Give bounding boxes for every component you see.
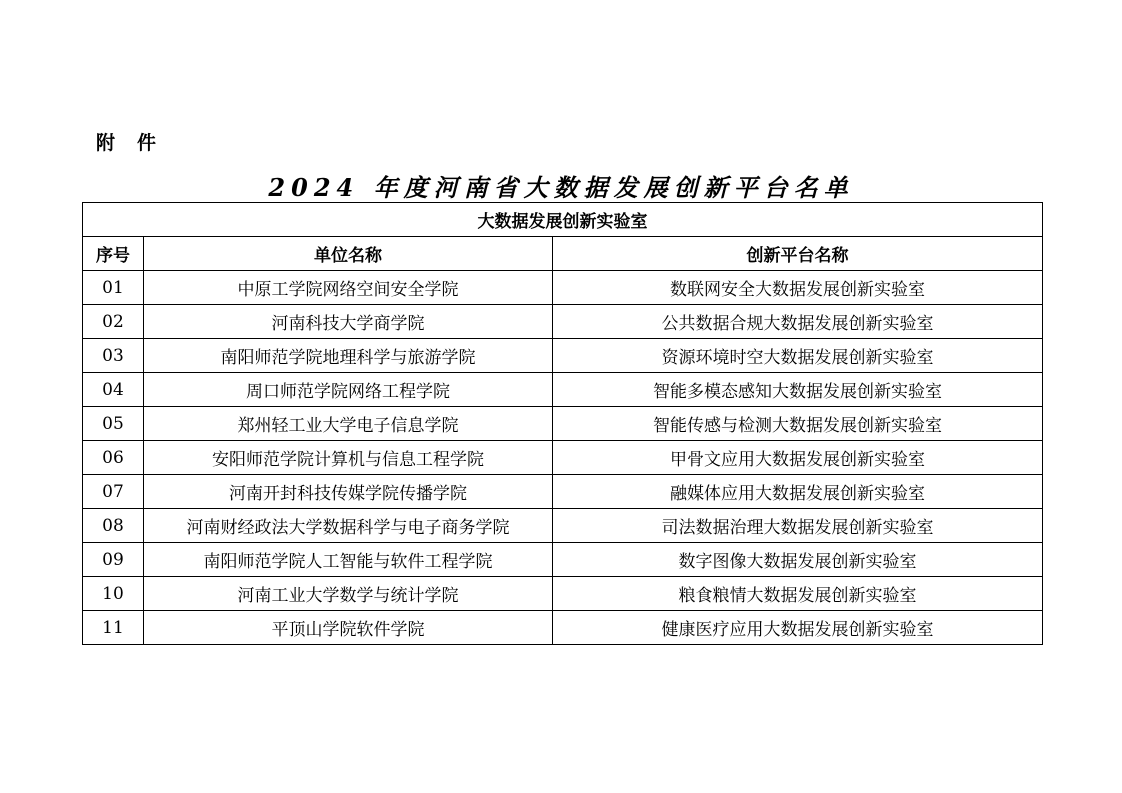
row-unit: 郑州轻工业大学电子信息学院 (144, 407, 553, 441)
row-platform: 健康医疗应用大数据发展创新实验室 (553, 611, 1043, 645)
row-unit: 安阳师范学院计算机与信息工程学院 (144, 441, 553, 475)
section-title: 大数据发展创新实验室 (83, 203, 1043, 237)
row-platform: 粮食粮情大数据发展创新实验室 (553, 577, 1043, 611)
row-no: 04 (83, 373, 144, 407)
table-row (83, 373, 1043, 407)
section-header-row (83, 203, 1043, 237)
table-row (83, 611, 1043, 645)
table-row (83, 475, 1043, 509)
row-unit: 南阳师范学院人工智能与软件工程学院 (144, 543, 553, 577)
column-header-row (83, 237, 1043, 271)
attachment-label: 附件 (96, 132, 179, 154)
table-row (83, 305, 1043, 339)
row-platform: 数字图像大数据发展创新实验室 (553, 543, 1043, 577)
row-no: 11 (83, 611, 144, 645)
row-platform: 智能多模态感知大数据发展创新实验室 (553, 373, 1043, 407)
row-no: 10 (83, 577, 144, 611)
header-unit: 单位名称 (144, 237, 553, 271)
table-row (83, 577, 1043, 611)
row-unit: 周口师范学院网络工程学院 (144, 373, 553, 407)
header-no: 序号 (83, 237, 144, 271)
row-platform: 数联网安全大数据发展创新实验室 (553, 271, 1043, 305)
document-title: 2024 年度河南省大数据发展创新平台名单 (268, 173, 854, 202)
row-platform: 智能传感与检测大数据发展创新实验室 (553, 407, 1043, 441)
row-unit: 平顶山学院软件学院 (144, 611, 553, 645)
table-row (83, 339, 1043, 373)
row-unit: 南阳师范学院地理科学与旅游学院 (144, 339, 553, 373)
table-row (83, 441, 1043, 475)
header-platform: 创新平台名称 (553, 237, 1043, 271)
row-no: 09 (83, 543, 144, 577)
row-unit: 中原工学院网络空间安全学院 (144, 271, 553, 305)
table-row (83, 543, 1043, 577)
row-no: 01 (83, 271, 144, 305)
row-no: 05 (83, 407, 144, 441)
table-row (83, 271, 1043, 305)
row-platform: 甲骨文应用大数据发展创新实验室 (553, 441, 1043, 475)
row-no: 07 (83, 475, 144, 509)
table-row (83, 407, 1043, 441)
row-unit: 河南科技大学商学院 (144, 305, 553, 339)
row-unit: 河南财经政法大学数据科学与电子商务学院 (144, 509, 553, 543)
row-no: 06 (83, 441, 144, 475)
platform-list-table (82, 202, 1043, 645)
row-unit: 河南工业大学数学与统计学院 (144, 577, 553, 611)
row-no: 08 (83, 509, 144, 543)
table-row (83, 509, 1043, 543)
row-platform: 资源环境时空大数据发展创新实验室 (553, 339, 1043, 373)
row-unit: 河南开封科技传媒学院传播学院 (144, 475, 553, 509)
row-platform: 公共数据合规大数据发展创新实验室 (553, 305, 1043, 339)
row-platform: 融媒体应用大数据发展创新实验室 (553, 475, 1043, 509)
row-no: 02 (83, 305, 144, 339)
row-platform: 司法数据治理大数据发展创新实验室 (553, 509, 1043, 543)
row-no: 03 (83, 339, 144, 373)
